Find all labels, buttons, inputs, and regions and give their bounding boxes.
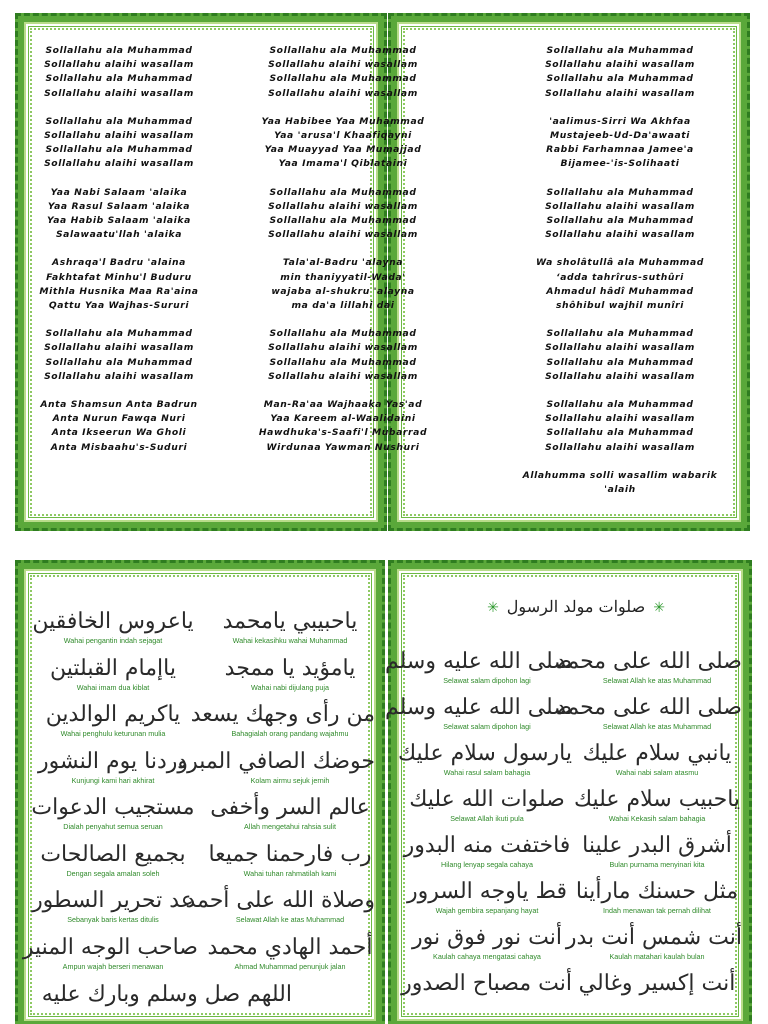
flower-icon: ✳ — [653, 600, 665, 616]
lyric-line: Yaa Imama'l Qiblataini — [278, 158, 408, 170]
lyric-line: Sollallahu alaihi wasallam — [545, 370, 695, 382]
lyric-line: Sollallahu alaihi wasallam — [268, 87, 418, 99]
verse-cell — [402, 786, 572, 823]
lyric-line: Anta Nurun Fawqa Nuri — [52, 413, 186, 425]
verse-cell — [555, 694, 742, 731]
verse-translation: Indah menawan tak pernah dilihat — [603, 906, 711, 915]
lyric-line: min thaniyyatil-Wada' — [280, 271, 406, 283]
lyric-line: Man-Ra'aa Wajhaaka Yas'ad — [263, 399, 423, 411]
lyric-line: Ashraqa'l Badru 'alaina — [52, 257, 186, 269]
verse-translation: Wajah gembira sepanjang hayat — [435, 906, 539, 915]
lyric-line: ‘adda tahrîrus-suthûri — [556, 271, 684, 283]
arabic-verse: ياحبيبي يامحمد — [222, 609, 358, 634]
arabic-verse: صاحب الوجه المنير — [22, 934, 198, 960]
lyric-line: Sollallahu alaihi wasallam — [545, 413, 695, 425]
arabic-verse: يانبي سلام عليك — [582, 741, 732, 766]
lyric-line: Sollallahu alaihi wasallam — [44, 59, 194, 71]
lyric-line: Sollallahu ala Muhammad — [546, 215, 694, 227]
stanza — [508, 44, 732, 101]
verse-translation: Selawat Allah ke atas Muhammad — [602, 676, 712, 685]
arabic-verse: أنت مصباح الصدور — [401, 971, 572, 996]
arabic-verse: ياعروس الخافقين — [32, 609, 194, 634]
lyric-line: Sollallahu alaihi wasallam — [268, 229, 418, 241]
lyric-line: Yaa Muayyad Yaa Mumajjad — [264, 144, 422, 156]
lyric-line: Qattu Yaa Wajhas-Sururi — [48, 300, 190, 312]
verse-translation: Wahai Kekasih salam bahagia — [608, 814, 706, 823]
lyric-line: Sollallahu ala Muhammad — [546, 399, 694, 411]
verse-translation: Wahai pengantin indah sejagat — [63, 636, 163, 645]
lyric-line: Wirdunaa Yawman Nushuri — [266, 441, 420, 453]
lyric-line: Wa sholâtullâ ala Muhammad — [536, 257, 704, 269]
lyric-line: 'alaih — [604, 484, 636, 496]
verse-cell — [385, 694, 572, 731]
verse-cell — [572, 740, 742, 777]
verse-translation: Wahai nabi salam atasmu — [615, 768, 699, 777]
lyric-line: Anta Ikseerun Wa Gholi — [51, 427, 187, 439]
verse-cell — [572, 878, 742, 915]
verse-translation: Kolam airmu sejuk jernih — [250, 775, 330, 785]
arabic-verse: أحمد الهادي محمد — [207, 934, 373, 960]
stanza — [24, 398, 214, 455]
stanza — [508, 398, 732, 455]
arabic-verse: صلى الله عليه وسلم — [385, 695, 572, 720]
lyric-line: Anta Misbaahu's-Suduri — [50, 441, 188, 453]
lyric-line: Sollallahu ala Muhammad — [546, 45, 694, 56]
verse-translation: Dengan segala amalan soleh — [66, 868, 160, 878]
lyric-line: Yaa Nabi Salaam 'alaika — [50, 186, 188, 198]
stanza — [24, 256, 214, 313]
verse-cell — [205, 608, 375, 645]
lyric-line: Sollallahu ala Muhammad — [269, 356, 417, 368]
arabic-verse: ياحبيب سلام عليك — [573, 787, 741, 812]
lyric-line: Ahmadul hâdî Muhammad — [546, 285, 694, 297]
verse-translation: Kaulah matahari kaulah bulan — [609, 952, 705, 961]
arabic-verse: رب فارحمنا جميعا — [208, 841, 372, 867]
lyric-line: Sollallahu alaihi wasallam — [44, 342, 194, 354]
lyric-line: Sollallahu ala Muhammad — [546, 186, 694, 198]
verse-translation: Allah mengetahui rahsia sulit — [244, 822, 336, 831]
arabic-verse: مستجيب الدعوات — [31, 795, 195, 820]
lyric-line: Sollallahu ala Muhammad — [546, 427, 694, 439]
stanza — [258, 398, 428, 455]
lyrics-column-2 — [258, 44, 428, 469]
verse-cell — [572, 832, 742, 869]
verse-translation: Wahai kekasihku wahai Muhammad — [232, 636, 348, 645]
arabic-verse: صلى الله على محمد — [555, 695, 742, 720]
verse-cell — [398, 740, 572, 777]
verse-cell — [28, 608, 198, 645]
stanza — [24, 327, 214, 384]
arabic-verse: ياإمام القبلتين — [50, 655, 176, 681]
page-heading — [456, 597, 696, 616]
arabic-verse: فاختفت منه البدور — [403, 833, 571, 858]
verse-cell — [402, 832, 572, 869]
arabic-verse: وردنا يوم النشور — [37, 748, 189, 774]
stanza — [508, 256, 732, 313]
arabic-verse: أنت شمس أنت بدر — [565, 925, 742, 950]
verse-translation: Wahai tuhan rahmatilah kami — [243, 868, 337, 878]
heading-text: صلوات مولد الرسول — [506, 597, 646, 616]
lyric-line: Sollallahu alaihi wasallam — [44, 158, 194, 170]
lyric-line: Salawaatu'llah 'alaika — [55, 229, 183, 241]
verse-translation: Selawat salam dipohon lagi — [443, 722, 531, 731]
lyric-line: Sollallahu alaihi wasallam — [545, 342, 695, 354]
verse-translation: Kaulah cahaya mengatasi cahaya — [433, 952, 541, 961]
verse-translation: Wahai imam dua kiblat — [76, 682, 150, 692]
lyric-line: Sollallahu alaihi wasallam — [545, 59, 695, 71]
lyric-line: Sollallahu ala Muhammad — [546, 356, 694, 368]
verse-translation: Selawat salam dipohon lagi — [443, 676, 531, 685]
lyric-line: Tala'al-Badru 'alayna — [282, 257, 404, 269]
lyric-line: Sollallahu alaihi wasallam — [545, 229, 695, 241]
arabic-verse: صلى الله عليه وسلم — [385, 649, 572, 674]
verse-cell — [205, 934, 375, 971]
verse-cell — [205, 841, 375, 878]
lyric-line: Sollallahu ala Muhammad — [269, 45, 417, 56]
arabic-verse: مثل حسنك مارأينا — [575, 879, 739, 904]
lyric-line: Yaa Rasul Salaam 'alaika — [47, 200, 191, 212]
stanza — [24, 186, 214, 243]
stanza — [258, 115, 428, 172]
lyric-line: ma da'a lillahi dai — [291, 300, 395, 312]
lyric-line: Mustajeeb-Ud-Da'awaati — [549, 130, 691, 142]
verse-translation: Wahai penghulu keturunan mulia — [60, 729, 166, 738]
lyric-line: Rabbi Farhamnaa Jamee'a — [546, 144, 694, 156]
arabic-verse: عالم السر وأخفى — [210, 795, 370, 820]
verse-translation: Ampun wajah berseri menawan — [62, 961, 164, 971]
verse-translation: Selawat Allah ke atas Muhammad — [235, 915, 345, 924]
lyric-line: wajaba al-shukru 'alayna — [271, 285, 415, 297]
arabic-verse: يامؤيد يا ممجد — [224, 655, 356, 681]
verse-cell — [177, 748, 375, 785]
stanza — [24, 115, 214, 172]
lyric-line: Sollallahu alaihi wasallam — [545, 87, 695, 99]
lyric-line: Sollallahu alaihi wasallam — [545, 200, 695, 212]
stanza — [258, 256, 428, 313]
lyric-line: Sollallahu ala Muhammad — [269, 328, 417, 340]
closing-prayer: اللهم صل وسلم وبارك عليه — [41, 982, 292, 1007]
lyric-line: Fakhtafat Minhu'l Buduru — [46, 271, 192, 283]
arabic-verse: أنت نور فوق نور — [412, 925, 562, 950]
verse-cell — [28, 841, 198, 878]
verse-translation: Wahai nabi dijulang puja — [250, 682, 330, 692]
lyric-line: Sollallahu alaihi wasallam — [268, 200, 418, 212]
lyric-line: Sollallahu ala Muhammad — [269, 186, 417, 198]
lyric-line: Sollallahu alaihi wasallam — [44, 87, 194, 99]
arabic-verse: عد تحرير السطور — [32, 888, 194, 913]
verse-cell — [28, 887, 198, 924]
arabic-verse: وصلاة الله على أحمد — [185, 888, 375, 913]
verse-cell — [22, 934, 198, 971]
verse-cell — [28, 794, 198, 831]
lyric-line: Bijamee-'is-Solihaati — [560, 158, 680, 170]
lyric-line: Sollallahu alaihi wasallam — [268, 59, 418, 71]
verse-translation: Wahai rasul salam bahagia — [443, 768, 531, 777]
verse-cell — [205, 655, 375, 692]
verse-cell — [402, 924, 572, 961]
arabic-verse: بجميع الصالحات — [40, 841, 186, 867]
verse-cell — [572, 970, 742, 998]
verse-translation: Bulan purnama menyinari kita — [609, 860, 705, 869]
lyric-line: Sollallahu alaihi wasallam — [545, 441, 695, 453]
arabic-verse: صلوات الله عليك — [409, 787, 565, 812]
lyric-line: Yaa Habibee Yaa Muhammad — [261, 115, 425, 127]
lyric-line: Hawdhuka's-Saafi'l Mubarrad — [258, 427, 428, 439]
lyric-line: Sollallahu ala Muhammad — [45, 45, 193, 56]
lyric-line: Allahumma solli wasallim wabarik — [522, 469, 718, 481]
stanza — [258, 186, 428, 243]
verse-cell — [190, 701, 375, 738]
lyric-line: Anta Shamsun Anta Badrun — [40, 399, 198, 411]
verse-translation: Bahagialah orang pandang wajahmu — [231, 729, 349, 738]
lyric-line: Sollallahu ala Muhammad — [45, 328, 193, 340]
lyric-line: Sollallahu ala Muhammad — [269, 215, 417, 227]
lyric-line: Sollallahu ala Muhammad — [45, 115, 193, 127]
lyric-line: Sollallahu alaihi wasallam — [268, 370, 418, 382]
verse-cell — [565, 924, 742, 961]
verse-cell — [402, 970, 572, 998]
verse-translation: Hilang lenyap segala cahaya — [441, 860, 533, 869]
lyric-line: 'aalimus-Sirri Wa Akhfaa — [549, 115, 691, 127]
arabic-verse: أنت إكسير وغالي — [578, 971, 736, 996]
arabic-verse: يارسول سلام عليك — [398, 741, 572, 766]
verse-translation: Ahmad Muhammad penunjuk jalan — [234, 961, 346, 971]
verse-translation: Selawat Allah ke atas Muhammad — [602, 722, 712, 731]
lyric-line: Sollallahu ala Muhammad — [269, 73, 417, 85]
arabic-verse: أشرق البدر علينا — [582, 833, 732, 858]
arabic-verse: ياكريم الوالدين — [45, 702, 181, 727]
flower-icon: ✳ — [487, 600, 499, 616]
arabic-verse: من رأى وجهك يسعد — [190, 702, 375, 727]
lyric-line: Mithla Husnika Maa Ra'aina — [39, 285, 199, 297]
lyric-line: Yaa 'arusa'l Khaafiqayni — [274, 130, 412, 142]
verse-translation: Selawat Allah ikuti pula — [450, 814, 524, 823]
stanza — [508, 115, 732, 172]
lyric-line: Yaa Habib Salaam 'alaika — [47, 215, 191, 227]
stanza — [508, 327, 732, 384]
lyric-line: Sollallahu ala Muhammad — [45, 144, 193, 156]
verse-cell — [205, 794, 375, 831]
arabic-verse: حوضك الصافي المبرد — [177, 748, 375, 774]
stanza — [508, 469, 732, 497]
verse-cell — [385, 648, 572, 685]
lyric-line: Yaa Kareem al-Waalidaini — [270, 413, 416, 425]
verse-cell — [28, 701, 198, 738]
verse-cell — [555, 648, 742, 685]
verse-translation: Sebanyak baris kertas ditulis — [67, 915, 159, 924]
lyric-line: Sollallahu ala Muhammad — [45, 73, 193, 85]
lyric-line: Sollallahu ala Muhammad — [45, 356, 193, 368]
lyric-line: Sollallahu ala Muhammad — [546, 73, 694, 85]
lyric-line: Sollallahu alaihi wasallam — [268, 342, 418, 354]
lyric-line: Sollallahu ala Muhammad — [546, 328, 694, 340]
stanza — [24, 44, 214, 101]
stanza — [508, 186, 732, 243]
lyric-line: Sollallahu alaihi wasallam — [44, 370, 194, 382]
lyrics-column-3 — [508, 44, 732, 511]
verse-translation: Dialah penyahut semua seruan — [63, 822, 163, 831]
arabic-verse: صلى الله على محمد — [555, 649, 742, 674]
verse-cell — [402, 878, 572, 915]
verse-cell — [28, 748, 198, 785]
arabic-verse: قط ياوجه السرور — [406, 879, 568, 904]
stanza — [258, 44, 428, 101]
verse-cell — [572, 786, 742, 823]
stanza — [258, 327, 428, 384]
lyric-line: shôhibul wajhil munîri — [555, 300, 685, 312]
lyric-line: Sollallahu alaihi wasallam — [44, 130, 194, 142]
verse-cell — [28, 655, 198, 692]
verse-cell — [185, 887, 375, 924]
lyrics-column-1 — [24, 44, 214, 469]
verse-translation: Kunjungi kami hari akhirat — [71, 775, 155, 785]
